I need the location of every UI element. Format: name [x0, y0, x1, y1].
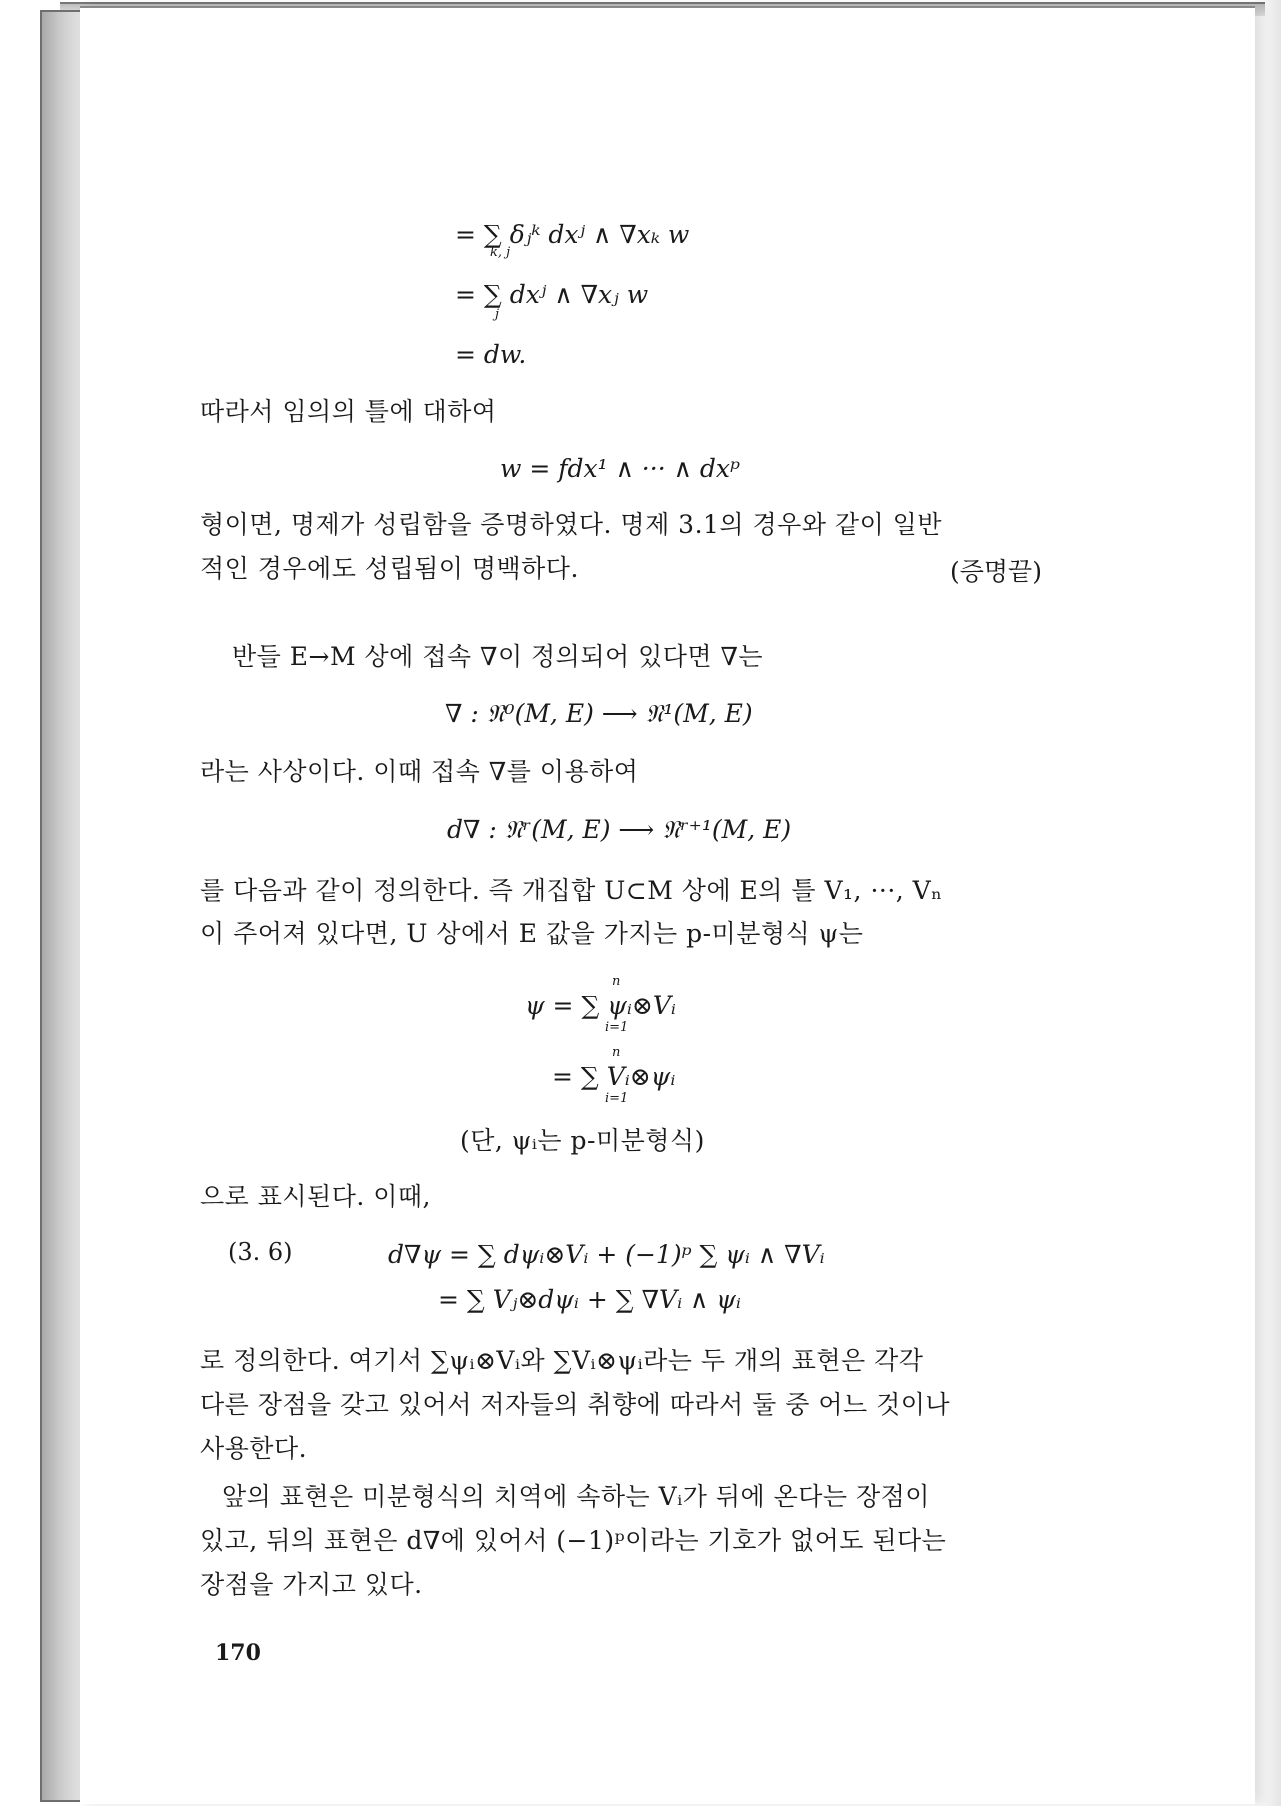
equation-line: = dw. [455, 340, 527, 369]
equation-line: = ∑ Vᵢ⊗ψᵢ [552, 1062, 676, 1091]
paragraph-line: 장점을 가지고 있다. [200, 1570, 423, 1599]
equation-line: = ∑ Vⱼ⊗dψᵢ + ∑ ∇Vᵢ ∧ ψᵢ [438, 1285, 741, 1314]
equation-line: d∇ : 𝔑ʳ(M, E) ⟶ 𝔑ʳ⁺¹(M, E) [447, 815, 792, 844]
paragraph-line: 반들 E→M 상에 접속 ∇이 정의되어 있다면 ∇는 [232, 642, 764, 671]
paragraph-line: 다른 장점을 갖고 있어서 저자들의 취향에 따라서 둘 중 어느 것이나 [200, 1390, 951, 1419]
paragraph-line: 앞의 표현은 미분형식의 치역에 속하는 Vᵢ가 뒤에 온다는 장점이 [222, 1482, 930, 1511]
paragraph-line: 로 정의한다. 여기서 ∑ψᵢ⊗Vᵢ와 ∑Vᵢ⊗ψᵢ라는 두 개의 표현은 각각 [200, 1346, 924, 1375]
equation-subscript: i=1 [605, 1020, 629, 1035]
page-shadow [1253, 0, 1281, 1806]
paragraph-line: 라는 사상이다. 이때 접속 ∇를 이용하여 [200, 757, 639, 786]
equation-superscript: n [612, 1045, 621, 1060]
paragraph-line: 적인 경우에도 성립됨이 명백하다. [200, 554, 579, 583]
equation-subscript: j [495, 307, 500, 322]
paragraph-line: 형이면, 명제가 성립함을 증명하였다. 명제 3.1의 경우와 같이 일반 [200, 510, 942, 539]
equation-line: w = fdx¹ ∧ ··· ∧ dxᵖ [500, 454, 740, 483]
equation-line: ψ = ∑ ψᵢ⊗Vᵢ [525, 991, 676, 1020]
book-spine-edge [40, 10, 82, 1802]
equation-subscript: i=1 [605, 1091, 629, 1106]
equation-note: (단, ψᵢ는 p-미분형식) [460, 1126, 705, 1155]
equation-line: d∇ψ = ∑ dψᵢ⊗Vᵢ + (−1)ᵖ ∑ ψᵢ ∧ ∇Vᵢ [388, 1240, 825, 1269]
equation-subscript: k, j [490, 245, 511, 260]
paragraph-line: 를 다음과 같이 정의한다. 즉 개집합 U⊂M 상에 E의 틀 V₁, ···, Vₙ [200, 876, 943, 905]
page-number: 170 [215, 1640, 261, 1666]
paragraph-line: 있고, 뒤의 표현은 d∇에 있어서 (−1)ᵖ이라는 기호가 없어도 된다는 [200, 1526, 947, 1555]
paragraph-line: 따라서 임의의 틀에 대하여 [200, 397, 497, 426]
equation-number: (3. 6) [228, 1238, 293, 1266]
equation-line: ∇ : 𝔑⁰(M, E) ⟶ 𝔑¹(M, E) [445, 699, 753, 728]
equation-superscript: n [612, 974, 621, 989]
paragraph-line: 사용한다. [200, 1434, 308, 1463]
equation-line: = ∑ dxʲ ∧ ∇xⱼ w [455, 280, 649, 309]
paragraph-line: 으로 표시된다. 이때, [200, 1182, 431, 1211]
paragraph-line: 이 주어져 있다면, U 상에서 E 값을 가지는 p-미분형식 ψ는 [200, 919, 864, 948]
equation-line: = ∑ δⱼᵏ dxʲ ∧ ∇xₖ w [455, 220, 690, 249]
proof-end-mark: (증명끝) [950, 557, 1042, 586]
